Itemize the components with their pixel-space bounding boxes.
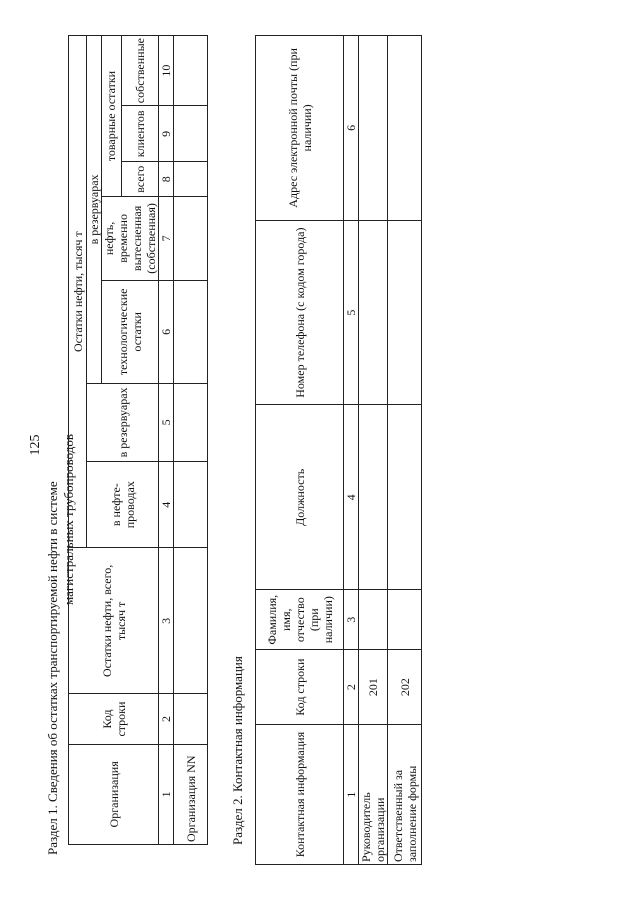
t1-head-residues: Остатки нефти, тысяч т	[69, 36, 87, 548]
t2-head-phone: Номер телефона (с кодом города)	[256, 220, 344, 405]
t1-head-displaced: нефть, временно вытесненная (собственная)	[102, 197, 159, 281]
t2-head-position: Должность	[256, 405, 344, 590]
t1-org-cell: Организация NN	[174, 744, 208, 844]
contact-info-table	[255, 35, 422, 865]
t1-head-code: Код строки	[69, 694, 159, 744]
t1-head-in-tanks: в резервуарах	[87, 36, 102, 384]
t1-number-row: 1 2 3 4 5 6 7 8 9 10	[159, 36, 174, 845]
t1-head-own: собственные	[121, 36, 158, 106]
t2-header-row	[256, 36, 344, 865]
t2-head-contact: Контактная информация	[256, 725, 344, 865]
t1-head-total: Остатки нефти, всего, тысяч т	[69, 548, 159, 694]
page-number: 125	[28, 434, 43, 456]
t2-head-code: Код строки	[256, 650, 344, 725]
t1-data-row	[174, 36, 208, 845]
t2-head-fio: Фамилия, имя, отчество (при наличии)	[256, 590, 344, 650]
t1-head-pipelines: в нефте-проводах	[87, 461, 159, 547]
t2-head-email: Адрес электронной почты (при наличии)	[256, 36, 344, 221]
t2-row-responsible: Ответственный за заполнение формы 202	[388, 36, 422, 865]
t1-head-organization: Организация	[69, 744, 159, 844]
section1-title-line2: магистральных трубопроводов	[61, 433, 76, 605]
t1-head-all: всего	[121, 162, 158, 197]
t2-number-row: 1 2 3 4 5 6	[344, 36, 359, 865]
t2-row-head-of-org: Руководитель организации 201	[359, 36, 388, 865]
t1-header-row-1	[69, 36, 87, 845]
t1-head-clients: клиентов	[121, 106, 158, 162]
t1-head-technological: технологические остатки	[102, 280, 159, 383]
oil-residues-table	[68, 35, 208, 845]
t1-head-tanks: в резервуарах	[87, 383, 159, 461]
section2-title: Раздел 2. Контактная информация	[230, 656, 245, 845]
t1-head-commodity: товарные остатки	[102, 36, 122, 197]
section1-title: Раздел 1. Сведения об остатках транспортируемой нефти в системе	[45, 481, 60, 855]
